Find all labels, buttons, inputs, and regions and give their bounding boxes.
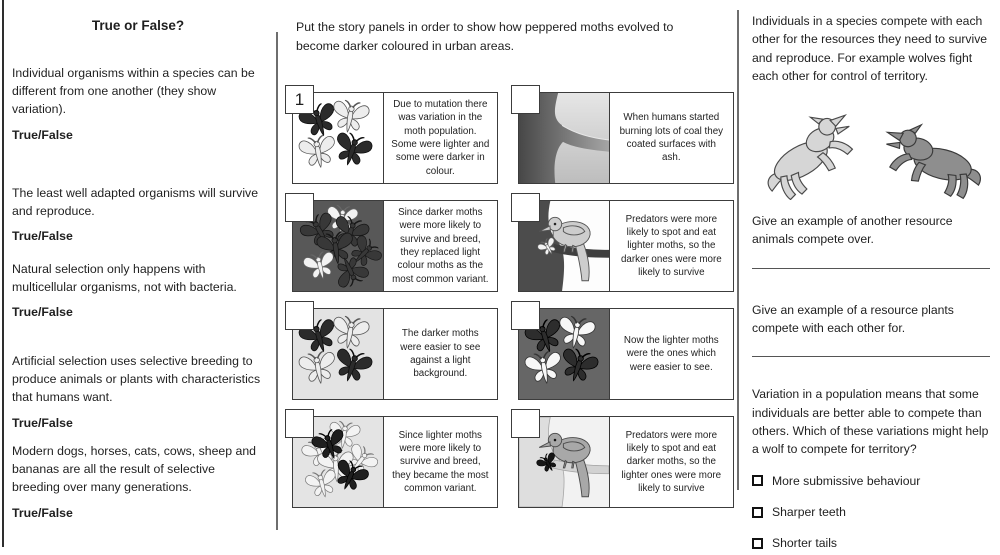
true-false-choice[interactable]: True/False (12, 127, 73, 142)
panel-caption: When humans started burning lots of coal they coated surfaces with ash. (609, 92, 734, 184)
tf-question-4 (12, 352, 262, 430)
order-input-box[interactable] (285, 409, 314, 438)
tf-statement: Individual organisms within a species can be different from one another (they show variation). (12, 66, 255, 117)
story-panel-grid (292, 89, 734, 508)
tf-statement: Artificial selection uses selective breeding to produce animals or plants with characteristics that humans want. (12, 354, 261, 405)
tf-question-5 (12, 442, 262, 520)
story-panel-5 (292, 308, 498, 400)
competition-section (752, 8, 996, 552)
option-label: Sharper teeth (772, 504, 846, 519)
checkbox-icon[interactable] (752, 475, 763, 486)
column-divider-right (737, 10, 739, 490)
true-false-title: True or False? (91, 18, 185, 33)
true-false-choice[interactable]: True/False (12, 229, 73, 244)
option-shorter-tails[interactable] (752, 534, 996, 552)
tf-statement: Modern dogs, horses, cats, cows, sheep and bananas are all the result of selective breeding over many generations. (12, 444, 257, 495)
competition-intro: Individuals in a species compete with each other for the resources they need to survive and reproduce. For example wolves fight each other for control of territory. (752, 14, 988, 83)
panel-caption: Since lighter moths were more likely to survive and breed, they became the most common variant. (383, 416, 498, 508)
order-input-box[interactable]: 1 (285, 85, 314, 114)
story-panel-3 (292, 200, 498, 292)
option-more-submissive-behaviour[interactable] (752, 472, 996, 490)
checkbox-icon[interactable] (752, 538, 763, 549)
plants-answer-line[interactable] (752, 356, 990, 357)
story-panels-instruction: Put the story panels in order to show how peppered moths evolved to become darker coloured in urban areas. (296, 20, 674, 54)
panel-caption: Due to mutation there was variation in the moth population. Some were lighter and some were darker in colour. (383, 92, 498, 184)
panel-caption: Predators were more likely to spot and eat lighter moths, so the darker ones were more likely to survive (609, 200, 734, 292)
order-input-box[interactable] (511, 193, 540, 222)
column-divider-left (276, 32, 278, 530)
option-sharper-teeth[interactable] (752, 503, 996, 521)
animals-resource-question: Give an example of another resource animals compete over. (752, 214, 953, 247)
story-panel-7 (292, 416, 498, 508)
tf-question-2 (12, 184, 262, 243)
story-panel-1 (292, 89, 498, 184)
story-panel-8 (518, 416, 734, 508)
panel-caption: Now the lighter moths were the ones which were easier to see. (609, 308, 734, 400)
plants-resource-question: Give an example of a resource plants compete with each other for. (752, 302, 954, 336)
tf-question-1 (12, 64, 262, 142)
true-false-choice[interactable]: True/False (12, 505, 73, 520)
story-panel-2 (518, 92, 734, 184)
order-input-box[interactable] (285, 301, 314, 330)
panel-caption: Since darker moths were more likely to survive and breed, they replaced light colour moths as the most common variant. (383, 200, 498, 292)
true-false-choice[interactable]: True/False (12, 305, 73, 320)
panel-caption: The darker moths were easier to see against a light background. (383, 308, 498, 400)
animals-answer-line[interactable] (752, 268, 990, 269)
page-left-border (2, 0, 4, 547)
true-false-choice[interactable]: True/False (12, 415, 73, 430)
option-label: Shorter tails (772, 536, 838, 551)
order-input-box[interactable] (511, 85, 540, 114)
checkbox-icon[interactable] (752, 507, 763, 518)
order-input-box[interactable] (511, 409, 540, 438)
order-input-box[interactable] (285, 193, 314, 222)
panel-caption: Predators were more likely to spot and eat darker moths, so the lighter ones were more likely to survive (609, 416, 734, 508)
story-panel-6 (518, 308, 734, 400)
true-false-section (12, 8, 264, 520)
story-panel-4 (518, 200, 734, 292)
tf-statement: Natural selection only happens with multicellular organisms, not with bacteria. (12, 262, 237, 295)
two-wolves-fighting-image (752, 93, 996, 200)
order-input-box[interactable] (511, 301, 540, 330)
tf-question-3 (12, 260, 262, 319)
option-label: More submissive behaviour (772, 473, 921, 488)
tf-statement: The least well adapted organisms will survive and reproduce. (12, 186, 259, 219)
variation-question: Variation in a population means that some individuals are better able to compete than others. Which of these variations might help a wolf to compete for territory? (752, 387, 989, 457)
